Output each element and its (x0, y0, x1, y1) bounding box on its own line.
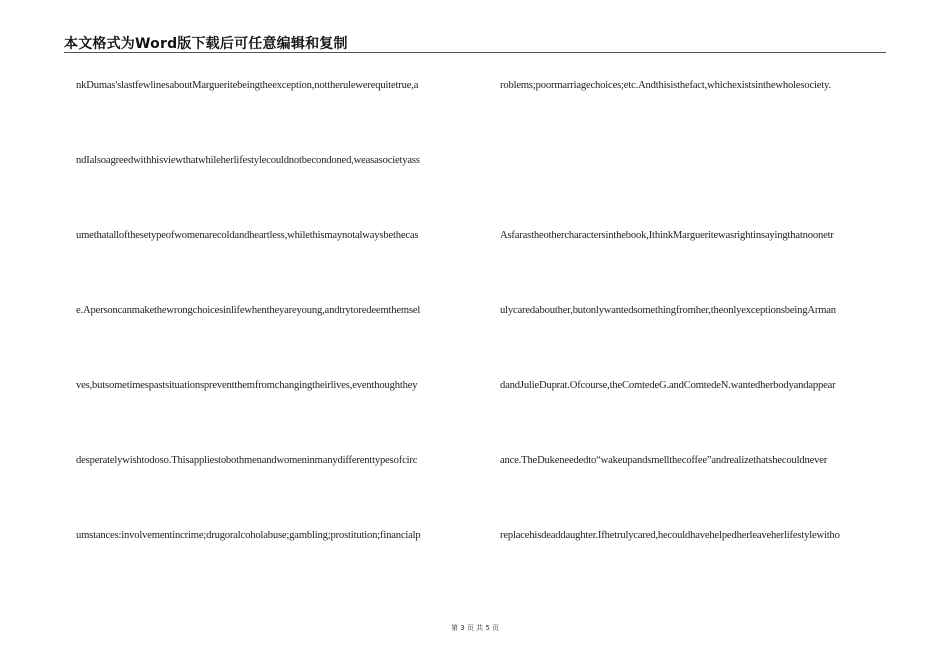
left-line-4: e.Apersoncanmakethewrongchoicesinlifewhentheyareyoung,andtrytoredeemthemsel (76, 305, 421, 316)
header-divider (64, 52, 886, 53)
left-line-1: nkDumas'slastfewlinesaboutMargueritebeingtheexception,nottherulewerequitetrue,a (76, 80, 419, 91)
left-line-3: umethatallofthesetypeofwomenarecoldandheartless,whilethismaynotalwaysbethecas (76, 230, 419, 241)
left-line-5: ves,butsometimespastsituationspreventthemfromchangingtheirlives,eventhoughthey (76, 380, 418, 391)
right-line-4: ulycaredabouther,butonlywantedsomethingfromher,theonlyexceptionsbeingArman (500, 305, 836, 316)
page-header-title: 本文格式为Word版下载后可任意编辑和复制 (64, 36, 348, 52)
right-line-7: replacehisdeaddaughter.Ifhetrulycared,hecouldhavehelpedherleaveherlifestylewitho (500, 530, 840, 541)
left-line-7: umstances:involvementincrime;drugoralcoholabuse;gambling;prostitution;financialp (76, 530, 421, 541)
right-line-3: Asfarastheothercharactersinthebook,IthinkMargueritewasrightinsayingthatnoonetr (500, 230, 834, 241)
left-line-6: desperatelywishtodoso.Thisappliestobothmenandwomeninmanydifferenttypesofcirc (76, 455, 418, 466)
right-line-5: dandJulieDuprat.Ofcourse,theComtedeG.andComtedeN.wantedherbodyandappear (500, 380, 836, 391)
right-line-1: roblems;poormarriagechoices;etc.Andthisisthefact,whichexistsinthewholesociety. (500, 80, 831, 91)
left-line-2: ndIalsoagreedwithhisviewthatwhileherlifestylecouldnotbecondoned,weasasocietyass (76, 155, 420, 166)
page-number-footer: 第 3 页 共 5 页 (450, 624, 500, 632)
right-line-6: ance.TheDukeneededto“wakeupandsmellthecoffee”andrealizethatshecouldnever (500, 455, 828, 466)
